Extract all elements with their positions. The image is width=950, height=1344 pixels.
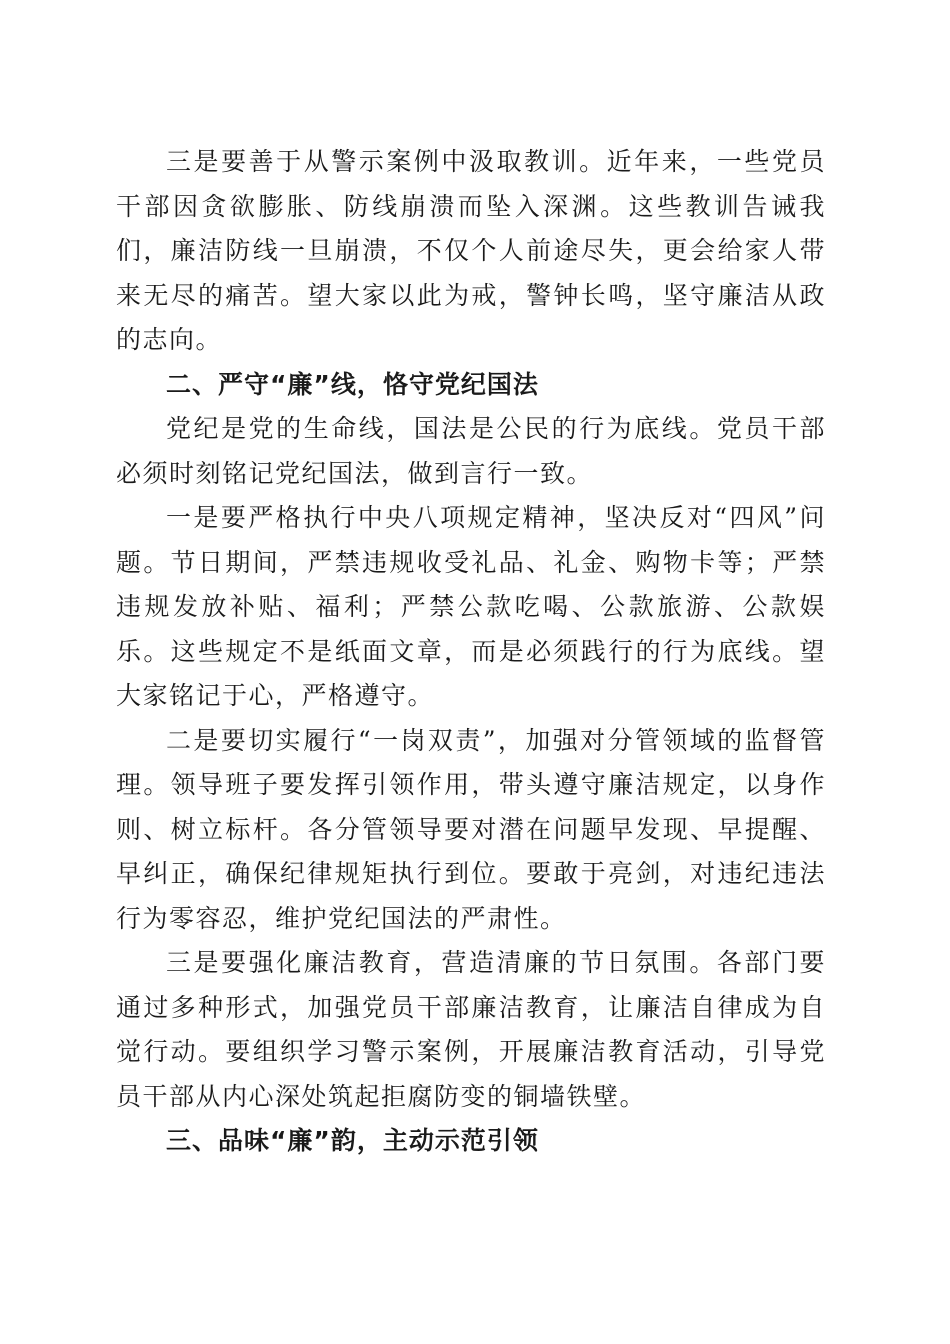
paragraph-party-discipline-intro: 党纪是党的生命线，国法是公民的行为底线。党员干部必须时刻铭记党纪国法，做到言行一致。 <box>116 414 826 488</box>
paragraph-eight-rules: 一是要严格执行中央八项规定精神，坚决反对“四风”问题。节日期间，严禁违规收受礼品、礼金、购物卡等；严禁违规发放补贴、福利；严禁公款吃喝、公款旅游、公款娱乐。这些规定不是纸面文章，而是必须践行的行为底线。望大家铭记于心，严格遵守。 <box>116 503 826 710</box>
paragraph-dual-responsibility: 二是要切实履行“一岗双责”，加强对分管领域的监督管理。领导班子要发挥引领作用，带头遵守廉洁规定，以身作则、树立标杆。各分管领导要对潜在问题早发现、早提醒、早纠正，确保纪律规矩执行到位。要敢于亮剑，对违纪违法行为零容忍，维护党纪国法的严肃性。 <box>116 725 826 933</box>
paragraph-lesson-from-cases: 三是要善于从警示案例中汲取教训。近年来，一些党员干部因贪欲膨胀、防线崩溃而坠入深渊。这些教训告诫我们，廉洁防线一旦崩溃，不仅个人前途尽失，更会给家人带来无尽的痛苦。望大家以此为戒，警钟长鸣，坚守廉洁从政的志向。 <box>116 147 826 354</box>
section-heading-2: 二、严守“廉”线，恪守党纪国法 <box>166 369 539 399</box>
paragraph-integrity-education: 三是要强化廉洁教育，营造清廉的节日氛围。各部门要通过多种形式，加强党员干部廉洁教育，让廉洁自律成为自觉行动。要组织学习警示案例，开展廉洁教育活动，引导党员干部从内心深处筑起拒腐防变的铜墙铁壁。 <box>116 948 826 1111</box>
document-page <box>116 140 826 1164</box>
section-heading-3: 三、品味“廉”韵，主动示范引领 <box>166 1126 539 1155</box>
